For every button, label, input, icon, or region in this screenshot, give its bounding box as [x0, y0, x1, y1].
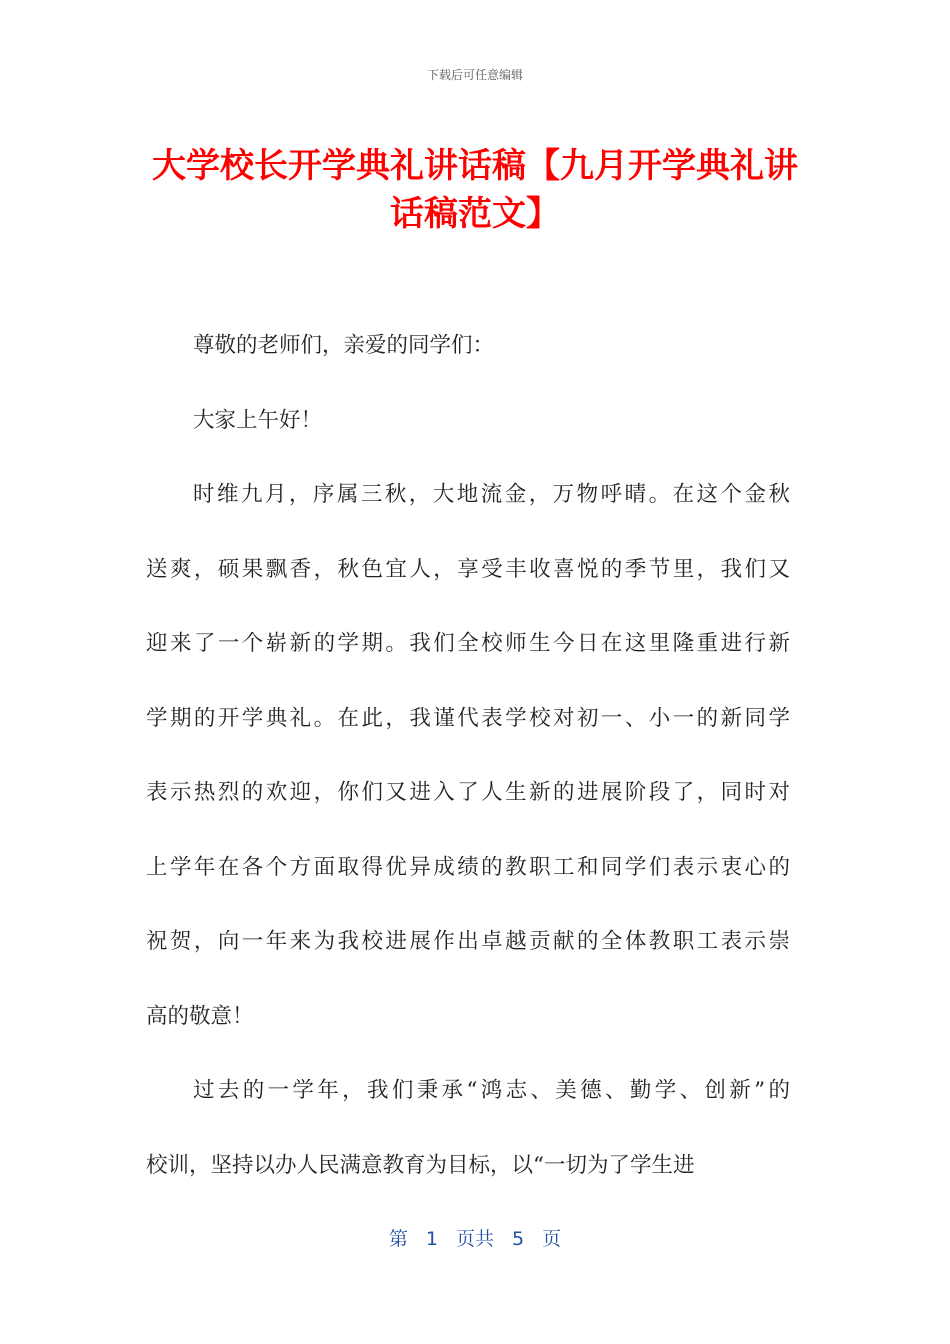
paragraph-line: 学期的开学典礼。在此，我谨代表学校对初一、小一的新同学: [146, 705, 790, 731]
paragraph-line: 表示热烈的欢迎，你们又进入了人生新的进展阶段了，同时对: [146, 780, 790, 805]
paragraph-line: 送爽，硕果飘香，秋色宜人，享受丰收喜悦的季节里，我们又: [146, 556, 790, 582]
document-title: [120, 142, 830, 238]
page-footer: [0, 1226, 950, 1252]
current-page-number: 1: [425, 1228, 438, 1250]
title-line-2: 话稿范文】: [390, 194, 560, 234]
greeting: 大家上午好！: [193, 407, 323, 433]
header-note: 下载后可任意编辑: [426, 68, 523, 82]
paragraph-line: 校训，坚持以办人民满意教育为目标，以“一切为了学生进: [146, 1152, 695, 1178]
paragraph-line: 过去的一学年，我们秉承“鸿志、美德、勤学、创新”的: [193, 1078, 790, 1103]
paragraph-line: 上学年在各个方面取得优异成绩的教职工和同学们表示衷心的: [146, 854, 790, 880]
footer-suffix: 页: [542, 1228, 562, 1250]
paragraph-line: 高的敬意！: [146, 1003, 254, 1029]
salutation: 尊敬的老师们，亲爱的同学们：: [193, 333, 495, 358]
body-text: [146, 320, 790, 1214]
paragraph-line: 迎来了一个崭新的学期。我们全校师生今日在这里隆重进行新: [146, 631, 790, 656]
footer-prefix: 第: [388, 1228, 408, 1250]
title-line-1: 大学校长开学典礼讲话稿【九月开学典礼讲: [152, 146, 798, 186]
total-pages-number: 5: [512, 1228, 525, 1250]
paragraph-line: 祝贺，向一年来为我校进展作出卓越贡献的全体教职工表示崇: [146, 929, 790, 954]
paragraph-line: 时维九月，序属三秋，大地流金，万物呼晴。在这个金秋: [193, 482, 790, 507]
footer-middle: 页共: [455, 1228, 494, 1250]
